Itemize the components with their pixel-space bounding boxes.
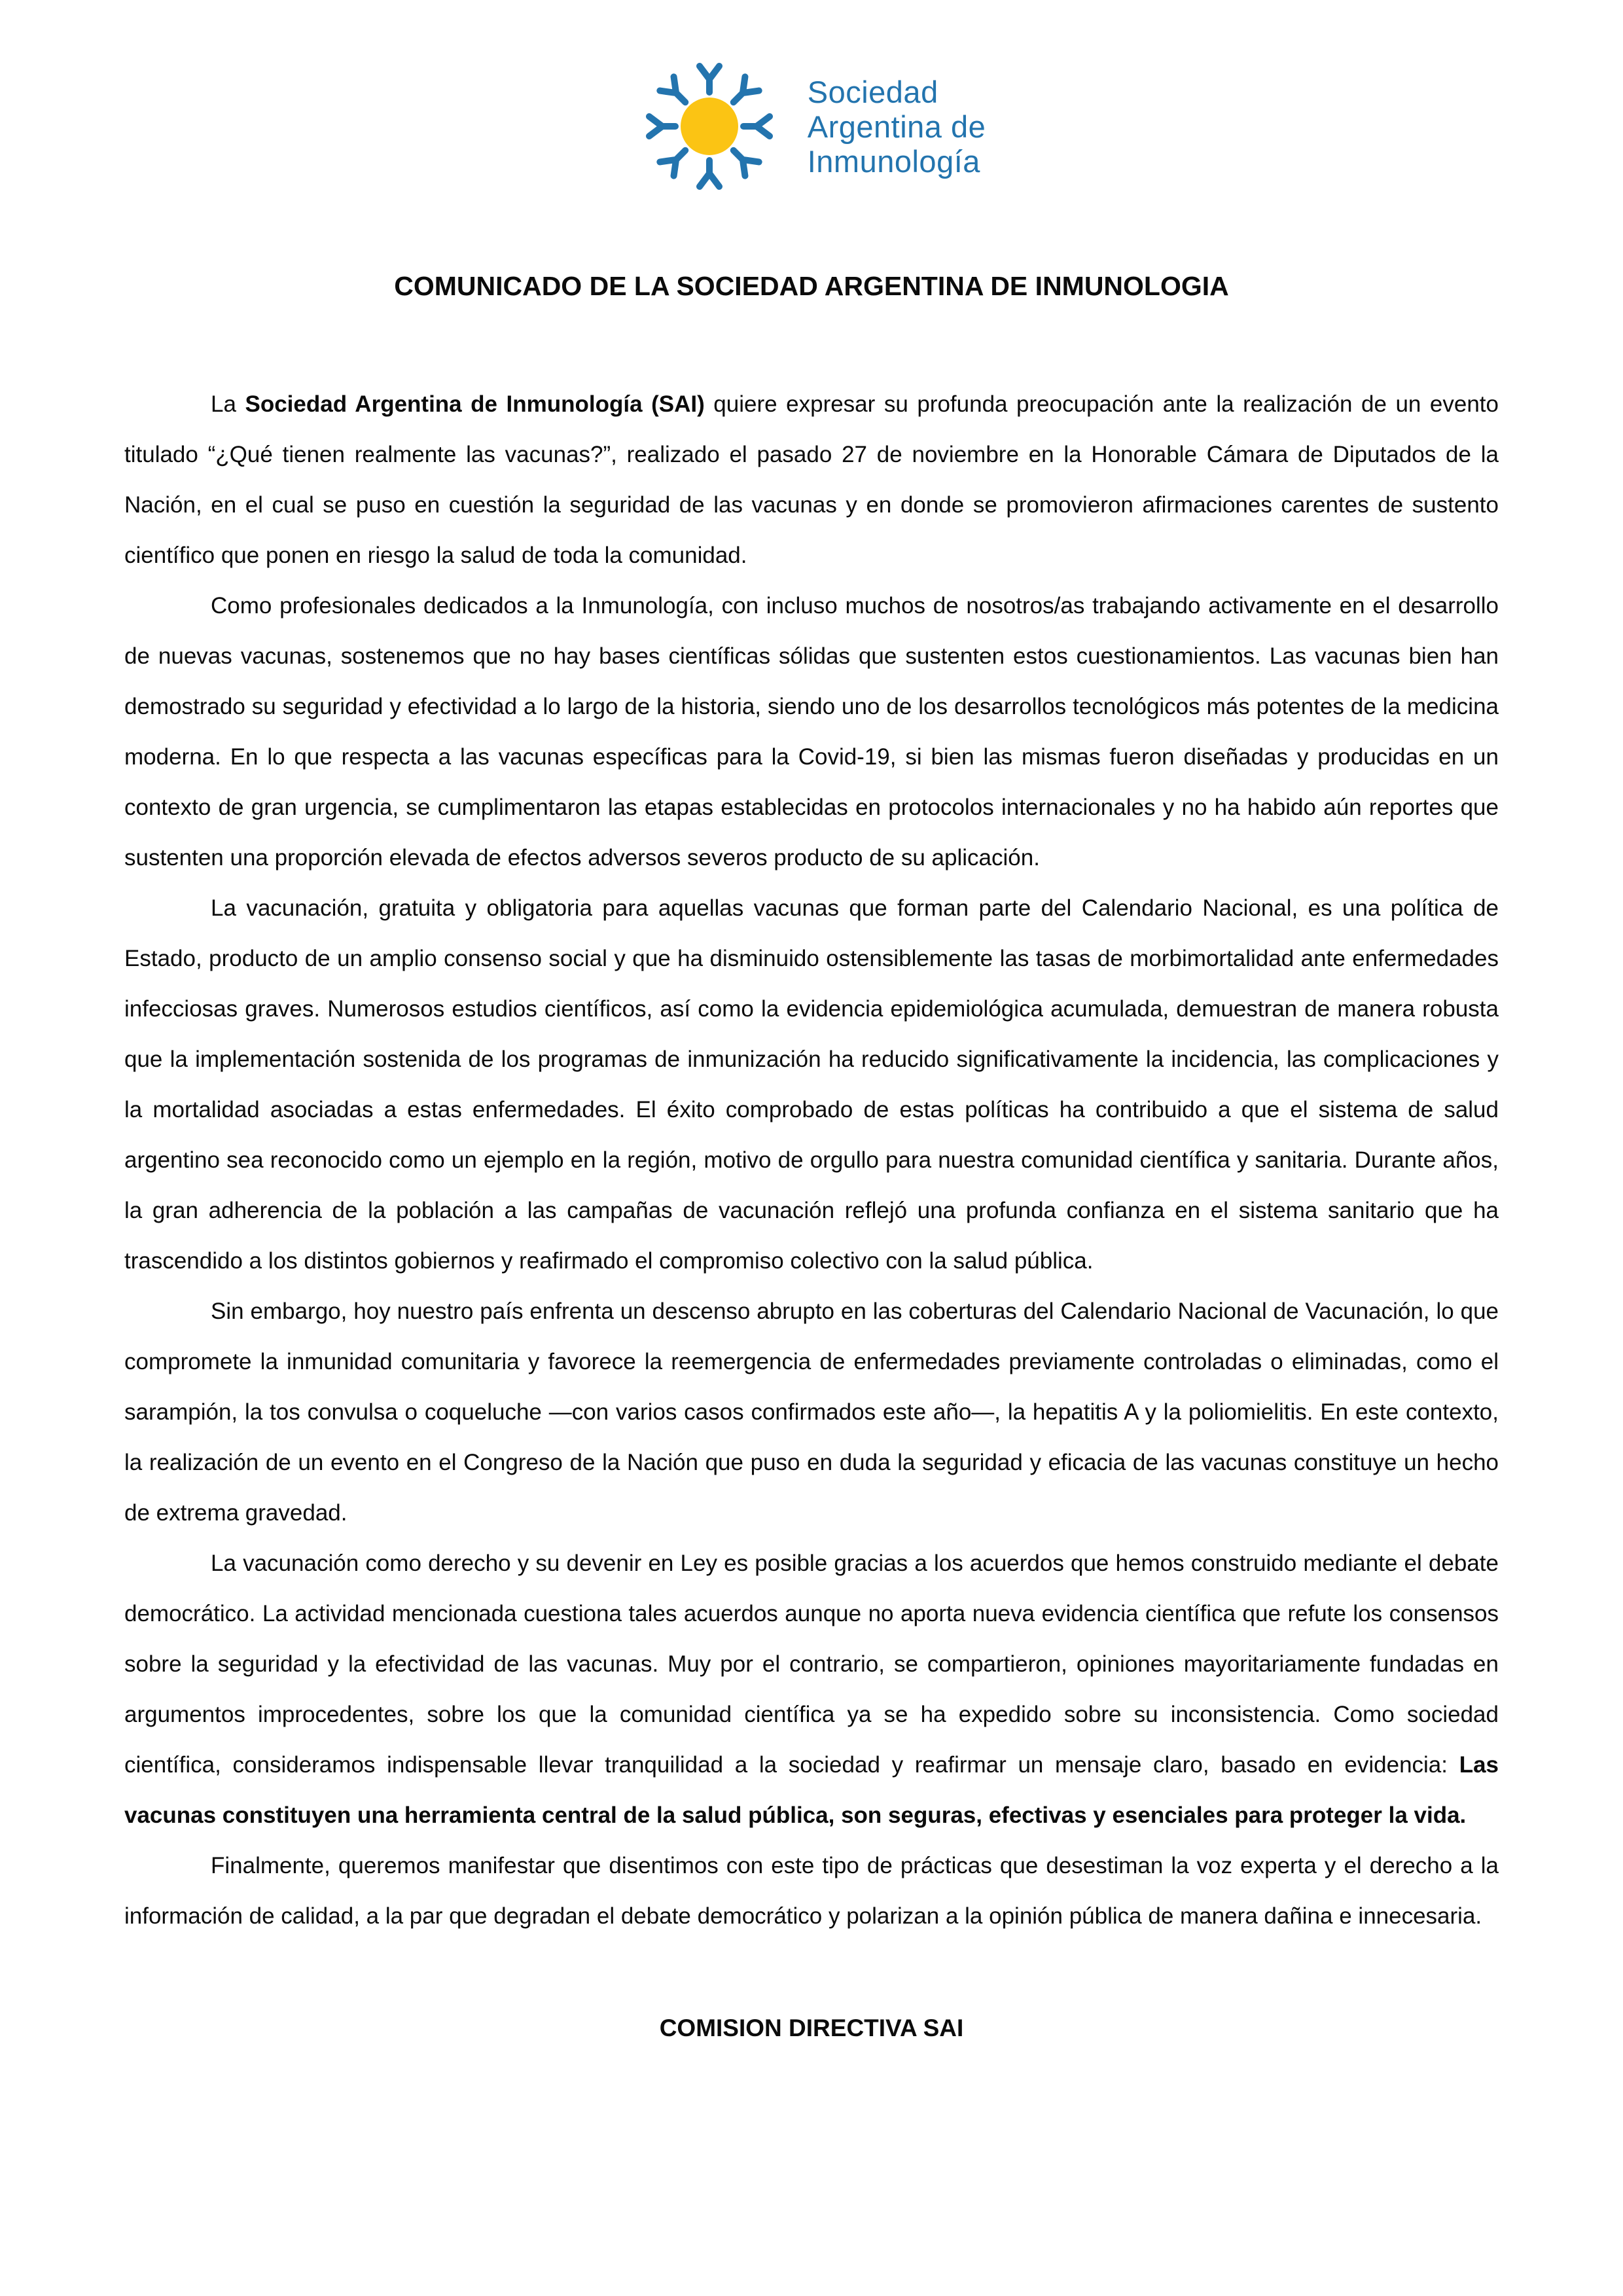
paragraph: Finalmente, queremos manifestar que disentimos con este tipo de prácticas que desestiman la voz experta y el derecho a la información de calidad, a la par que degradan el debate democrático y polarizan a la opinión pública de manera dañina e innecesaria. [124,1853,1499,1929]
paragraph: La vacunación, gratuita y obligatoria para aquellas vacunas que forman parte del Calendario Nacional, es una política de Estado, producto de un amplio consenso social y que ha disminuido ostensiblemente las tasas de morbimortalidad ante enfermedades infecciosas graves. Numerosos estudios científicos, así como la evidencia epidemiológica acumulada, demuestran de manera robusta que la implementación sostenida de los programas de inmunización ha reducido significativamente la incidencia, las complicaciones y la mortalidad asociadas a estas enfermedades. El éxito comprobado de estas políticas ha contribuido a que el sistema de salud argentino sea reconocido como un ejemplo en la región, motivo de orgullo para nuestra comunidad científica y sanitaria. Durante años, la gran adherencia de la población a las campañas de vacunación reflejó una profunda confianza en el sistema sanitario que ha trascendido a los distintos gobiernos y reafirmado el compromiso colectivo con la salud pública. [124,895,1499,1274]
document-title: COMUNICADO DE LA SOCIEDAD ARGENTINA DE INMUNOLOGIA [394,271,1229,301]
logo-text [808,75,986,179]
paragraph: Sin embargo, hoy nuestro país enfrenta un descenso abrupto en las coberturas del Calendario Nacional de Vacunación, lo que compromete la inmunidad comunitaria y favorece la reemergencia de enfermedades previamente controladas o eliminadas, como el sarampión, la tos convulsa o coqueluche —con varios casos confirmados este año—, la hepatitis A y la poliomielitis. En este contexto, la realización de un evento en el Congreso de la Nación que puso en duda la seguridad y eficacia de las vacunas constituye un hecho de extrema gravedad. [124,1299,1499,1526]
antibody-sun-icon [637,54,781,199]
logo-text-line: Sociedad [807,74,938,109]
logo [124,54,1499,199]
paragraph: La Sociedad Argentina de Inmunología (SAI) quiere expresar su profunda preocupación ante la realización de un evento titulado “¿Qué tienen realmente las vacunas?”, realizado el pasado 27 de noviembre en la Honorable Cámara de Diputados de la Nación, en el cual se puso en cuestión la seguridad de las vacunas y en donde se promovieron afirmaciones carentes de sustento científico que ponen en riesgo la salud de toda la comunidad. [124,391,1499,568]
sun-circle [681,98,738,155]
logo-text-line: Argentina de [807,109,986,144]
paragraph: Como profesionales dedicados a la Inmunología, con incluso muchos de nosotros/as trabajando activamente en el desarrollo de nuevas vacunas, sostenemos que no hay bases científicas sólidas que sustenten estos cuestionamientos. Las vacunas bien han demostrado su seguridad y efectividad a lo largo de la historia, siendo uno de los desarrollos tecnológicos más potentes de la medicina moderna. En lo que respecta a las vacunas específicas para la Covid-19, si bien las mismas fueron diseñadas y producidas en un contexto de gran urgencia, se cumplimentaron las etapas establecidas en protocolos internacionales y no ha habido aún reportes que sustenten una proporción elevada de efectos adversos severos producto de su aplicación. [124,593,1499,870]
signature: COMISION DIRECTIVA SAI [659,2015,964,2041]
logo-text-line: Inmunología [807,143,980,179]
paragraph: La vacunación como derecho y su devenir en Ley es posible gracias a los acuerdos que hemos construido mediante el debate democrático. La actividad mencionada cuestiona tales acuerdos aunque no aporta nueva evidencia científica que refute los consensos sobre la seguridad y la efectividad de las vacunas. Muy por el contrario, se compartieron, opiniones mayoritariamente fundadas en argumentos improcedentes, sobre los que la comunidad científica ya se ha expedido sobre su inconsistencia. Como sociedad científica, consideramos indispensable llevar tranquilidad a la sociedad y reafirmar un mensaje claro, basado en evidencia: Las vacunas constituyen una herramienta central de la salud pública, son seguras, efectivas y esenciales para proteger la vida. [124,1551,1499,1828]
document-body [124,379,1499,1941]
